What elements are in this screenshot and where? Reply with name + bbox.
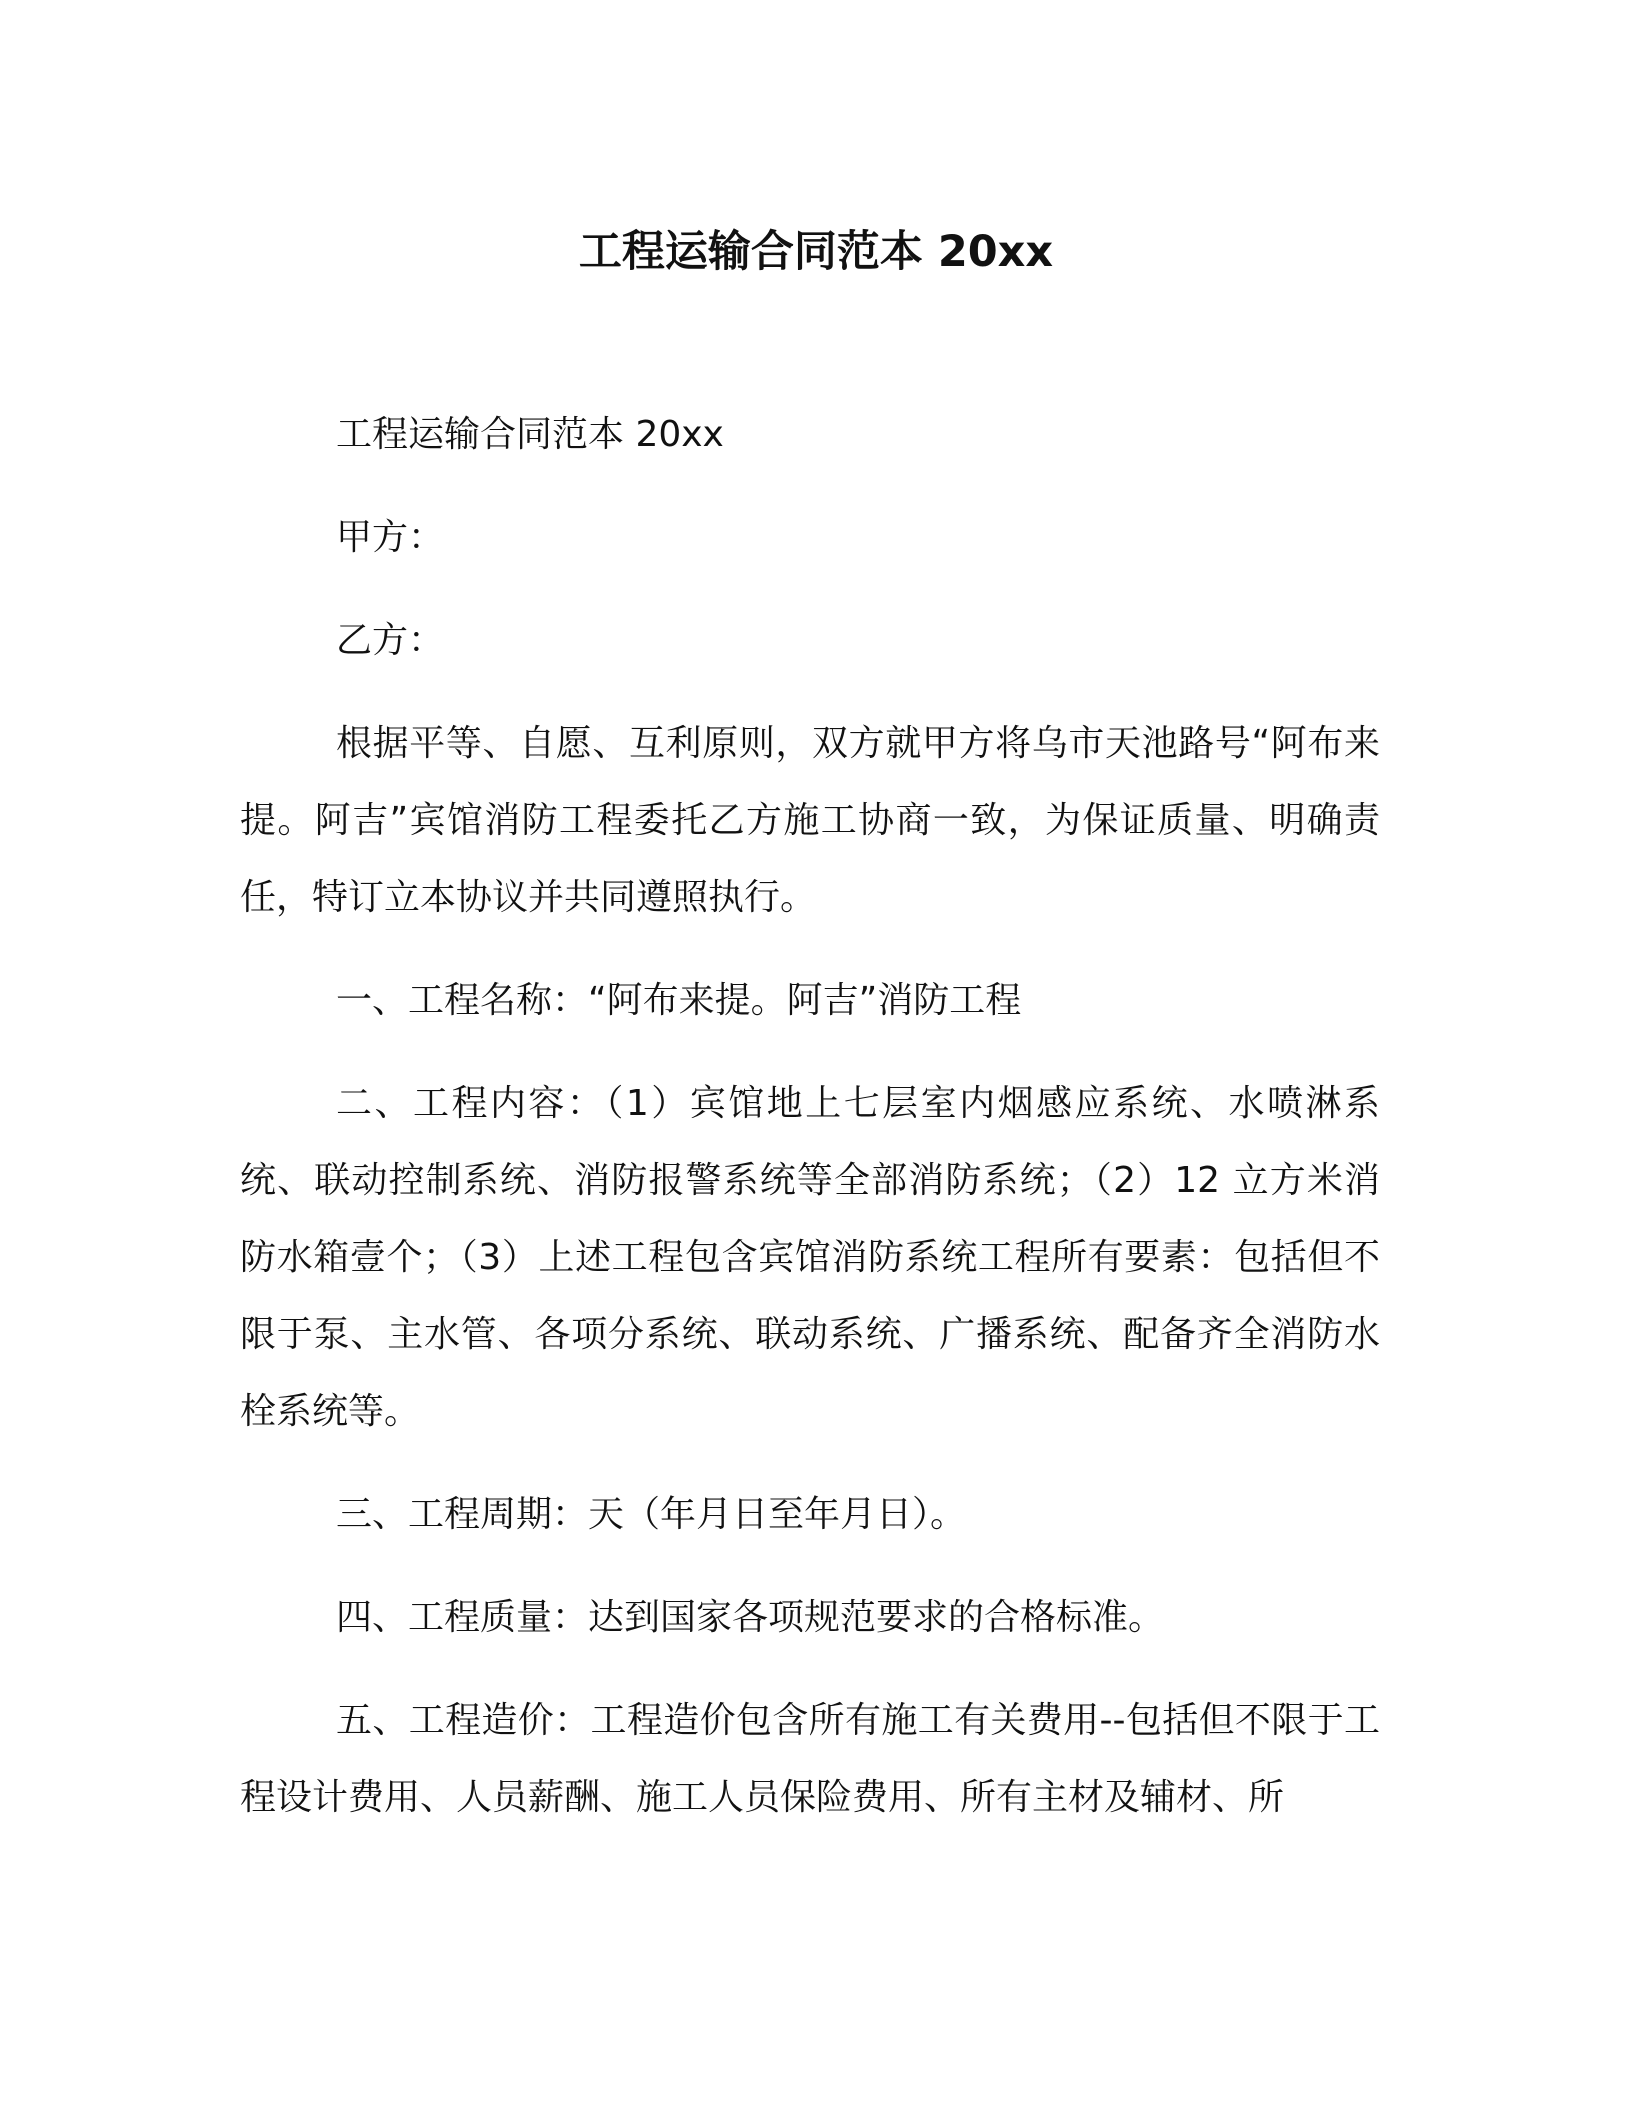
paragraph-project-content: 二、工程内容：（1）宾馆地上七层室内烟感应系统、水喷淋系统、联动控制系统、消防报警系统等全部消防系统；（2）12 立方米消防水箱壹个；（3）上述工程包含宾馆消防系统工程所有要素：包括但不限于泵、主水管、各项分系统、联动系统、广播系统、配备齐全消防水栓系统等。	[240, 1083, 1380, 1432]
paragraph-project-quality: 四、工程质量：达到国家各项规范要求的合格标准。	[336, 1597, 1165, 1638]
paragraph-project-period: 三、工程周期：天（年月日至年月日）。	[336, 1494, 967, 1535]
paragraph-party-b: 乙方：	[336, 620, 445, 661]
paragraph-subtitle: 工程运输合同范本 20xx	[336, 414, 724, 455]
document-title: 工程运输合同范本 20xx	[578, 227, 1054, 277]
document-body	[240, 396, 1380, 1862]
paragraph-project-cost: 五、工程造价：工程造价包含所有施工有关费用--包括但不限于工程设计费用、人员薪酬、施工人员保险费用、所有主材及辅材、所	[240, 1700, 1380, 1818]
paragraph-project-name: 一、工程名称：“阿布来提。阿吉”消防工程	[336, 980, 1022, 1021]
paragraph-party-a: 甲方：	[336, 517, 445, 558]
paragraph-preamble: 根据平等、自愿、互利原则，双方就甲方将乌市天池路号“阿布来提。阿吉”宾馆消防工程委托乙方施工协商一致，为保证质量、明确责任，特订立本协议并共同遵照执行。	[240, 723, 1380, 918]
